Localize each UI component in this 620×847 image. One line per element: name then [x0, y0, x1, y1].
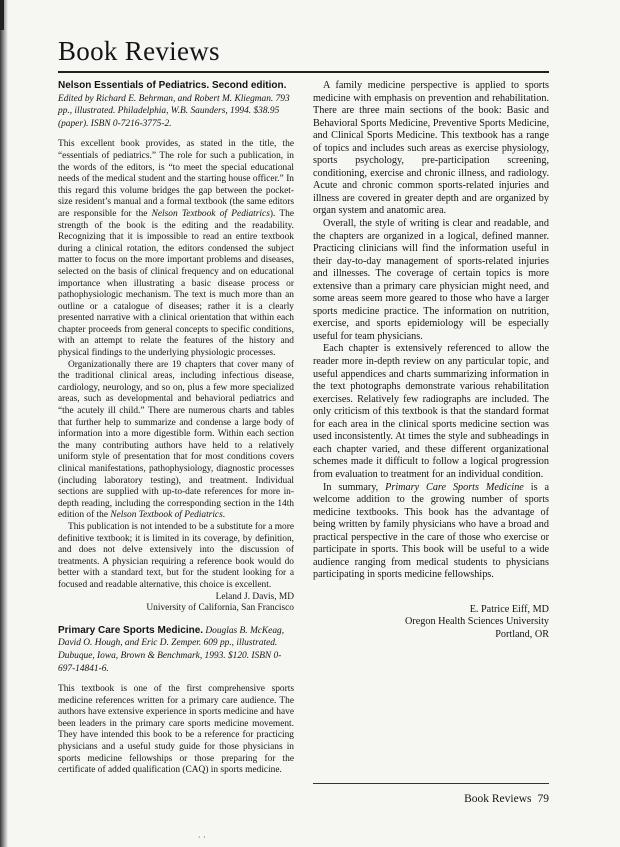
- review2-paragraph-1: This textbook is one of the first comprehensive sports medicine references written for a primary care audience. The authors have extensive experience in sports medicine and have been leaders in the primary care sports medicine movement. They have intended this book to be a reference for practicing physicians and a useful study guide for those physicians in sports medicine fellowships or those preparing for the certificate of added qualification (CAQ) in sports medicine.: [58, 684, 294, 776]
- footer-rule: [313, 783, 549, 784]
- page-footer: [464, 793, 549, 805]
- review2-signature: [313, 604, 549, 642]
- right-column: [313, 80, 549, 642]
- review2-book-meta: Douglas B. McKeag, David O. Hough, and Eric D. Zemper. 609 pp., illustrated. Dubuque, Iowa, Brown & Benchmark, 1993. $120. ISBN 0-697-14841-6.: [58, 625, 285, 674]
- review2-reviewer-location: Portland, OR: [495, 628, 549, 640]
- review2-paragraph-5: In summary, Primary Care Sports Medicine is a welcome addition to the growing number of sports medicine textbooks. This book has the advantage of being written by family physicians who have a broad and practical perspective in the care of those who exercise or participate in sports. This book will be useful to a wide audience ranging from medical students to physicians participating in sports medicine fellowships.: [313, 481, 549, 581]
- review1-header: [58, 80, 294, 130]
- scan-mark: [0, 0, 4, 30]
- review1-paragraph-2: Organizationally there are 19 chapters that cover many of the traditional clinical areas, including infectious disease, cardiology, neurology, and so on, plus a few more specialized areas, such as developmental and behavioral pediatrics and “the acutely ill child.” There are numerous charts and tables that further help to summarize and condense a large body of information into a more digestible form. Within each section the many contributing authors have held to a relatively uniform style of presentation that for most conditions covers clinical manifestations, pathophysiology, diagnostic processes (including laboratory testing), and treatment. Individual sections are supplied with up-to-date references for more in-depth reading, including the corresponding section in the 14th edition of the Nelson Textbook of Pediatrics.: [58, 359, 294, 521]
- review1-reviewer-affiliation: University of California, San Francisco: [146, 603, 294, 614]
- page-number: 79: [537, 793, 549, 805]
- heading-rule: [58, 71, 549, 73]
- footer-label: Book Reviews: [464, 793, 532, 805]
- review2-book-title: Primary Care Sports Medicine.: [58, 624, 204, 636]
- review1-paragraph-1: This excellent book provides, as stated in the title, the “essentials of pediatrics.” The role for such a publication, in the words of the editors, is “to meet the special educational needs of the medical student and the starting house officer.” In this regard this volume bridges the gap between the pocket-size resident’s manual and a formal textbook (the same editors are responsible for the Nelson Textbook of Pediatrics). The strength of the book is the editing and the readability. Recognizing that it is impossible to read an entire textbook during a clinical rotation, the editors condensed the subject matter to focus on the more important problems and diseases, selected on the basis of clinical frequency and on educational importance when illustrating a basic disease process or pathophysiologic mechanism. The text is much more than an outline or a catalogue of diseases; rather it is a clearly presented narrative with a clinical orientation that within each chapter proceeds from general concepts to specific conditions, with an attempt to relate the features of the history and physical findings to the underlying physiologic processes.: [58, 139, 295, 359]
- review1-book-title: Nelson Essentials of Pediatrics. Second edition.: [58, 80, 287, 91]
- review2-reviewer-name: E. Patrice Eiff, MD: [469, 603, 549, 615]
- review2-reviewer-affiliation: Oregon Health Sciences University: [405, 616, 549, 628]
- left-column: [58, 80, 294, 777]
- scan-speck: · ·: [198, 833, 206, 842]
- review1-reviewer-name: Leland J. Davis, MD: [215, 591, 294, 602]
- review2-paragraph-3: Overall, the style of writing is clear and readable, and the chapters are organized in a logical, defined manner. Practicing clinicians will find the information useful in their day-to-day management of sports-related injuries and illnesses. The coverage of certain topics is more extensive than a primary care physician might need, and some areas seem more geared to those who have a larger sports medicine practice. The information on nutrition, exercise, and sports epidemiology will be especially useful for team physicians.: [313, 218, 549, 342]
- scan-shadow: [0, 0, 8, 847]
- review1-paragraph-3: This publication is not intended to be a substitute for a more definitive textbook; it is limited in its coverage, by definition, and does not delve extensively into the discussion of treatments. A physician requiring a reference book would do better with a standard text, but for the student looking for a focused and readable alternative, this choice is excellent.: [58, 521, 294, 590]
- section-heading: Book Reviews: [58, 36, 220, 66]
- review2-paragraph-4: Each chapter is extensively referenced to allow the reader more in-depth review on any particular topic, and useful appendices and charts summarizing information in the text photographs demonstrate various rehabilitation exercises. Relatively few radiographs are included. The only criticism of this textbook is that the standard format for each area in the clinical sports medicine section was used inconsistently. At times the style and subheadings in each chapter varied, and these different organizational schemes made it difficult to follow a logical progression from evaluation to treatment for an individual condition.: [313, 343, 549, 480]
- review2-paragraph-2: A family medicine perspective is applied to sports medicine with emphasis on prevention and rehabilitation. There are three main sections of the book: Basic and Behavioral Sports Medicine, Preventive Sports Medicine, and Clinical Sports Medicine. This textbook has a range of topics and includes such areas as exercise physiology, sports psychology, pre-participation screening, conditioning, exercise and chronic illness, and radiology. Acute and chronic common sports-related injuries and illness are covered in greater depth and are organized by organ system and anatomic area.: [313, 80, 549, 217]
- review2-header: [58, 625, 294, 675]
- review1-book-meta: Edited by Richard E. Behrman, and Robert M. Kliegman. 793 pp., illustrated. Philadelphia, W.B. Saunders, 1994. $38.95 (paper). ISBN 0-7216-3775-2.: [58, 93, 290, 129]
